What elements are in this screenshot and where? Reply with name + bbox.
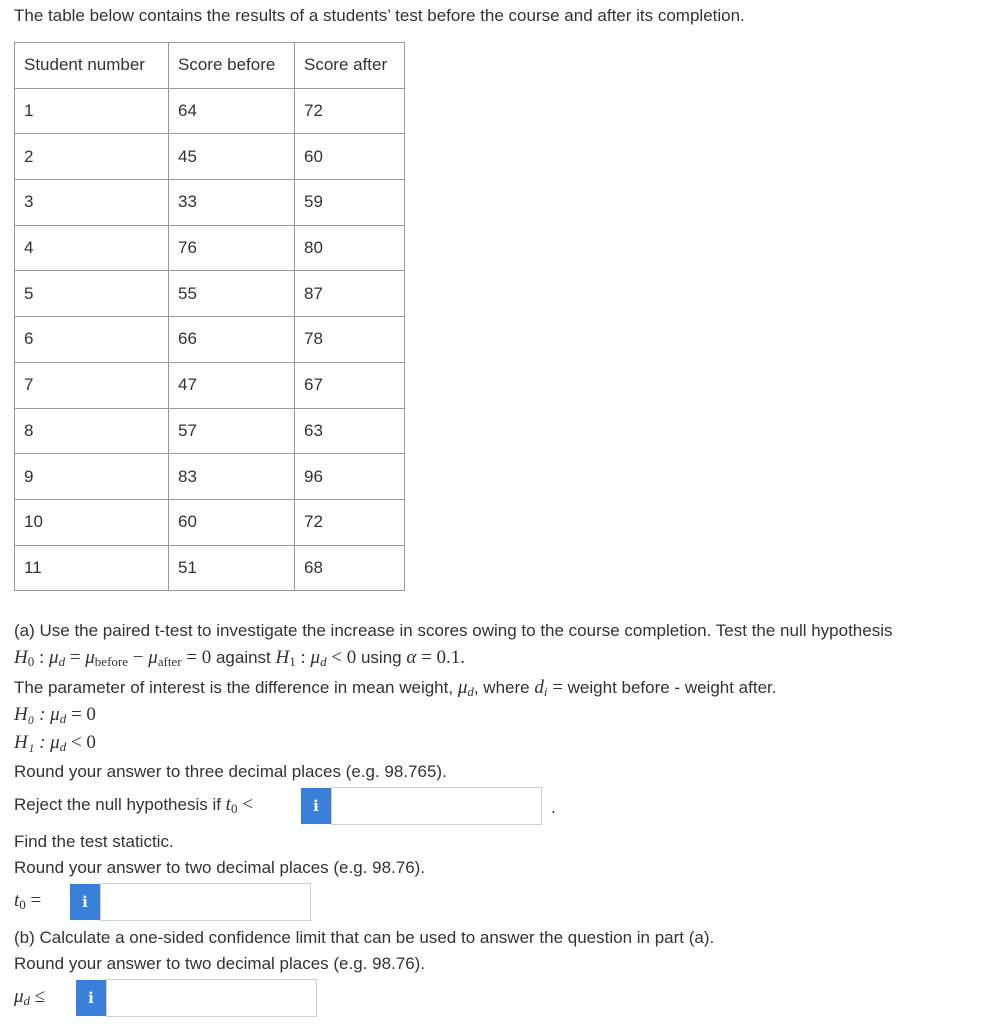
h0-symbol: $H_0$ [14,647,35,669]
cell-score-before: 66 [169,317,295,363]
cell-score-before: 83 [169,454,295,500]
mu-d-label: $\mu_d$ ≤ [14,986,46,1008]
cell-score-before: 60 [169,499,295,545]
table-row [15,545,405,591]
cell-score-after: 78 [295,317,405,363]
cell-score-after: 63 [295,408,405,454]
table-row [15,88,405,134]
cell-student-number: 9 [15,454,169,500]
table-row [15,499,405,545]
critical-value-input[interactable] [331,787,542,825]
reject-label: Reject the null hypothesis if $t_0$ < [14,794,253,816]
cell-score-before: 33 [169,180,295,226]
scores-table [14,42,405,591]
cell-score-before: 45 [169,134,295,180]
confidence-limit-input[interactable] [106,979,317,1017]
table-row [15,225,405,271]
table-row [15,134,405,180]
mu-before: $\mu_{before}$ [85,647,128,669]
table-row [15,408,405,454]
t0-label: $t_0$ = [14,890,42,912]
cell-score-before: 47 [169,362,295,408]
part-b-round-two: Round your answer to two decimal places (e.g. 98.76). [14,954,426,973]
period: . [551,798,556,817]
table-row [15,454,405,500]
cell-student-number: 8 [15,408,169,454]
table-row [15,180,405,226]
cell-score-after: 96 [295,454,405,500]
intro-text: The table below contains the results of a students’ test before the course and after its completion. [14,6,745,25]
cell-student-number: 4 [15,225,169,271]
header-score-after: Score after [295,43,405,89]
info-icon[interactable]: i [301,788,331,824]
cell-student-number: 5 [15,271,169,317]
round-two-instruction: Round your answer to two decimal places (e.g. 98.76). [14,858,426,877]
cell-student-number: 10 [15,499,169,545]
table-row [15,271,405,317]
cell-student-number: 7 [15,362,169,408]
part-b-intro: (b) Calculate a one-sided confidence limit that can be used to answer the question in part (a). [14,928,715,947]
alternative-hypothesis: H₁ : $\mu_d < 0$ [14,732,96,754]
cell-score-before: 64 [169,88,295,134]
header-student-number: Student number [15,43,169,89]
find-test-statistic: Find the test statictic. [14,832,174,851]
cell-student-number: 3 [15,180,169,226]
h1-symbol: $H_1$ [275,647,296,669]
cell-score-after: 72 [295,88,405,134]
mu-d: $\mu_d$ [49,647,66,669]
cell-student-number: 2 [15,134,169,180]
table-row [15,362,405,408]
cell-score-after: 59 [295,180,405,226]
cell-score-after: 60 [295,134,405,180]
round-three-instruction: Round your answer to three decimal places (e.g. 98.765). [14,762,447,781]
cell-student-number: 1 [15,88,169,134]
cell-score-before: 76 [169,225,295,271]
cell-score-after: 72 [295,499,405,545]
header-score-before: Score before [169,43,295,89]
null-hypothesis: H₀ : $\mu_d = 0$ [14,704,96,726]
cell-score-before: 55 [169,271,295,317]
table-row [15,317,405,363]
part-a-intro: (a) Use the paired t-test to investigate the increase in scores owing to the course completion. Test the null hypothesis [14,621,893,640]
table-header-row [15,43,405,89]
cell-score-before: 51 [169,545,295,591]
test-statistic-input[interactable] [100,883,311,921]
hypothesis-line: $H_0$ : $\mu_d = \mu_{before} - \mu_{after} = 0$ against $H_1$ : $\mu_d < 0$ using α = 0.1. [14,647,466,669]
cell-score-after: 67 [295,362,405,408]
info-icon[interactable]: i [76,980,106,1016]
cell-score-after: 80 [295,225,405,271]
cell-score-after: 87 [295,271,405,317]
cell-score-before: 57 [169,408,295,454]
cell-score-after: 68 [295,545,405,591]
info-icon[interactable]: i [70,884,100,920]
parameter-text: The parameter of interest is the difference in mean weight, $\mu_d$, where $d_i$ = weight before - weight after. [14,677,777,699]
mu-after: $\mu_{after}$ [148,647,182,669]
cell-student-number: 6 [15,317,169,363]
cell-student-number: 11 [15,545,169,591]
